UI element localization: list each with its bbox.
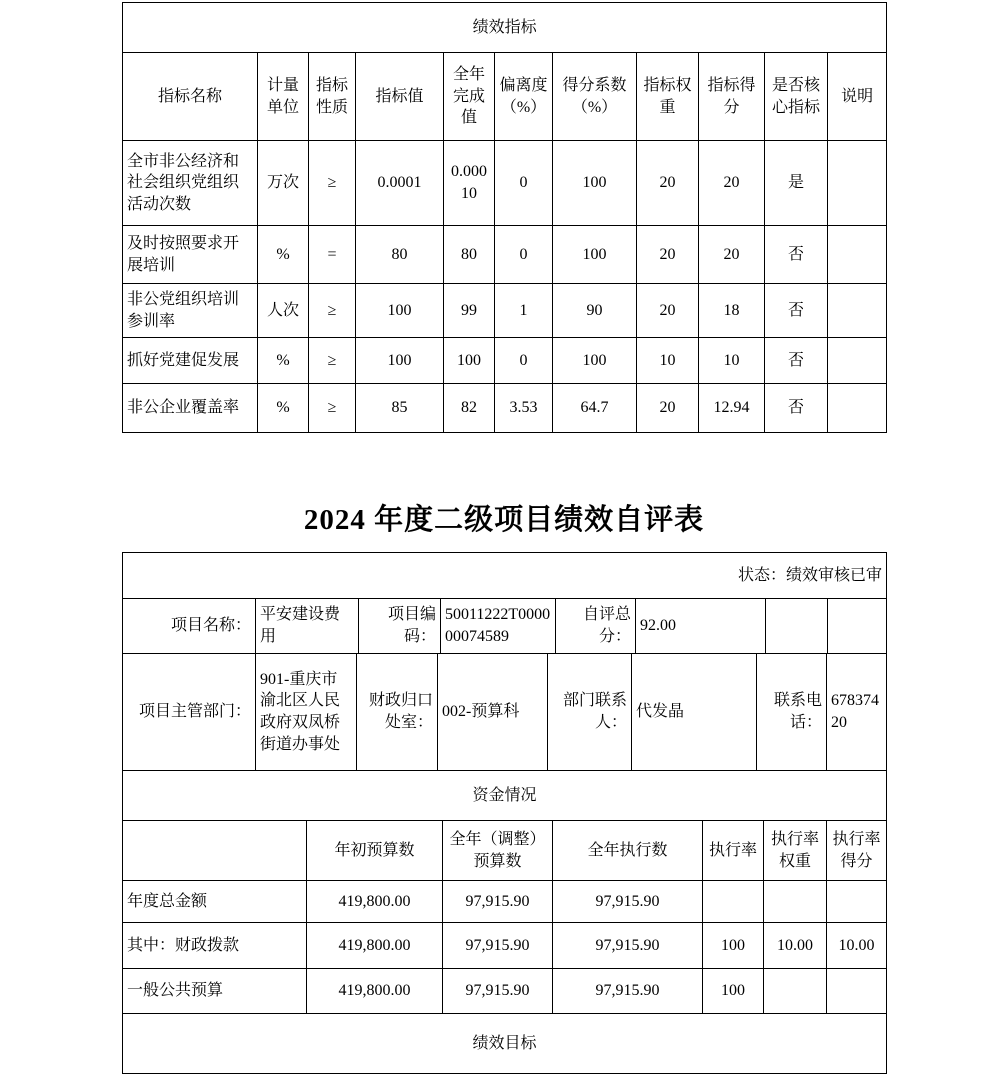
status-text: 状态：绩效审核已审 bbox=[123, 553, 887, 599]
funding-section-title: 资金情况 bbox=[123, 771, 887, 821]
field-label: 项目名称： bbox=[123, 599, 256, 654]
cell: 100 bbox=[553, 338, 637, 384]
table-row bbox=[123, 599, 887, 654]
table-row bbox=[123, 654, 887, 771]
cell: 12.94 bbox=[699, 384, 765, 433]
cell: 20 bbox=[699, 141, 765, 226]
table-row bbox=[123, 969, 887, 1014]
column-header: 计量单位 bbox=[258, 53, 309, 141]
cell: 20 bbox=[637, 141, 699, 226]
cell bbox=[828, 141, 887, 226]
cell bbox=[764, 969, 827, 1014]
column-header: 得分系数（%） bbox=[553, 53, 637, 141]
row-label: 一般公共预算 bbox=[123, 969, 307, 1014]
cell: 90 bbox=[553, 284, 637, 338]
table-row bbox=[123, 226, 887, 284]
performance-indicator-table bbox=[122, 2, 887, 433]
funding-table bbox=[122, 770, 887, 1074]
field-label: 自评总分： bbox=[556, 599, 636, 654]
cell: ≥ bbox=[309, 284, 356, 338]
self-eval-score-value: 92.00 bbox=[636, 599, 766, 654]
cell: 人次 bbox=[258, 284, 309, 338]
cell: 100 bbox=[356, 338, 444, 384]
indicator-section-title: 绩效指标 bbox=[123, 3, 887, 53]
cell: 否 bbox=[765, 384, 828, 433]
cell: 64.7 bbox=[553, 384, 637, 433]
cell: 10 bbox=[637, 338, 699, 384]
cell: 20 bbox=[637, 384, 699, 433]
cell: 20 bbox=[637, 226, 699, 284]
cell: 85 bbox=[356, 384, 444, 433]
table-row bbox=[123, 338, 887, 384]
cell bbox=[828, 338, 887, 384]
column-header bbox=[123, 821, 307, 881]
indicator-header-row bbox=[123, 53, 887, 141]
cell: 97,915.90 bbox=[553, 923, 703, 969]
column-header: 是否核心指标 bbox=[765, 53, 828, 141]
table-row bbox=[123, 141, 887, 226]
cell: 97,915.90 bbox=[443, 923, 553, 969]
column-header: 全年（调整）预算数 bbox=[443, 821, 553, 881]
column-header: 说明 bbox=[828, 53, 887, 141]
cell bbox=[828, 284, 887, 338]
indicator-name: 非公企业覆盖率 bbox=[123, 384, 258, 433]
self-eval-dept-table bbox=[122, 653, 887, 771]
column-header: 指标权重 bbox=[637, 53, 699, 141]
column-header: 指标性质 bbox=[309, 53, 356, 141]
project-code-value: 50011222T000000074589 bbox=[441, 599, 556, 654]
cell: 97,915.90 bbox=[443, 881, 553, 923]
cell: 80 bbox=[356, 226, 444, 284]
table-row bbox=[123, 881, 887, 923]
cell: 0.0001 bbox=[356, 141, 444, 226]
cell bbox=[764, 881, 827, 923]
cell: 97,915.90 bbox=[553, 881, 703, 923]
document-page bbox=[122, 0, 886, 1074]
cell: 1 bbox=[495, 284, 553, 338]
cell: 100 bbox=[703, 923, 764, 969]
column-header: 全年完成值 bbox=[444, 53, 495, 141]
column-header: 指标名称 bbox=[123, 53, 258, 141]
cell: 419,800.00 bbox=[307, 923, 443, 969]
cell: 97,915.90 bbox=[553, 969, 703, 1014]
cell: ≥ bbox=[309, 384, 356, 433]
self-eval-info-table bbox=[122, 552, 887, 654]
cell: % bbox=[258, 226, 309, 284]
cell: 0 bbox=[495, 338, 553, 384]
cell: 100 bbox=[444, 338, 495, 384]
column-header: 年初预算数 bbox=[307, 821, 443, 881]
cell: 万次 bbox=[258, 141, 309, 226]
column-header: 指标得分 bbox=[699, 53, 765, 141]
field-label: 项目主管部门： bbox=[123, 654, 256, 771]
row-label: 年度总金额 bbox=[123, 881, 307, 923]
table-row bbox=[123, 923, 887, 969]
cell: ≥ bbox=[309, 141, 356, 226]
finance-office-value: 002-预算科 bbox=[438, 654, 548, 771]
cell: 20 bbox=[637, 284, 699, 338]
cell: % bbox=[258, 338, 309, 384]
cell: 82 bbox=[444, 384, 495, 433]
cell: 否 bbox=[765, 338, 828, 384]
cell bbox=[827, 881, 887, 923]
column-header: 执行率 bbox=[703, 821, 764, 881]
table-row bbox=[123, 384, 887, 433]
goal-section-title: 绩效目标 bbox=[123, 1014, 887, 1074]
column-header: 执行率得分 bbox=[827, 821, 887, 881]
cell: 18 bbox=[699, 284, 765, 338]
cell: 97,915.90 bbox=[443, 969, 553, 1014]
phone-value: 67837420 bbox=[827, 654, 887, 771]
cell: = bbox=[309, 226, 356, 284]
cell: 99 bbox=[444, 284, 495, 338]
cell: 否 bbox=[765, 284, 828, 338]
table-row bbox=[123, 284, 887, 338]
cell: 0 bbox=[495, 226, 553, 284]
cell: 100 bbox=[553, 226, 637, 284]
cell bbox=[703, 881, 764, 923]
cell: 是 bbox=[765, 141, 828, 226]
field-label: 联系电话： bbox=[757, 654, 827, 771]
contact-person-value: 代发晶 bbox=[632, 654, 757, 771]
indicator-name: 抓好党建促发展 bbox=[123, 338, 258, 384]
cell: ≥ bbox=[309, 338, 356, 384]
column-header: 偏离度（%） bbox=[495, 53, 553, 141]
cell: 10.00 bbox=[764, 923, 827, 969]
field-label: 项目编码： bbox=[359, 599, 441, 654]
indicator-name: 及时按照要求开展培训 bbox=[123, 226, 258, 284]
cell: 100 bbox=[356, 284, 444, 338]
cell: 0 bbox=[495, 141, 553, 226]
indicator-name: 全市非公经济和社会组织党组织活动次数 bbox=[123, 141, 258, 226]
cell: 否 bbox=[765, 226, 828, 284]
column-header: 全年执行数 bbox=[553, 821, 703, 881]
dept-value: 901-重庆市渝北区人民政府双凤桥街道办事处 bbox=[256, 654, 357, 771]
row-label: 其中：财政拨款 bbox=[123, 923, 307, 969]
indicator-name: 非公党组织培训参训率 bbox=[123, 284, 258, 338]
cell: 80 bbox=[444, 226, 495, 284]
page-title: 2024 年度二级项目绩效自评表 bbox=[303, 504, 705, 536]
cell bbox=[828, 384, 887, 433]
field-label: 部门联系人： bbox=[548, 654, 632, 771]
project-name-value: 平安建设费用 bbox=[256, 599, 359, 654]
cell: 100 bbox=[553, 141, 637, 226]
cell: % bbox=[258, 384, 309, 433]
cell: 100 bbox=[703, 969, 764, 1014]
funding-header-row bbox=[123, 821, 887, 881]
column-header: 执行率权重 bbox=[764, 821, 827, 881]
cell: 10 bbox=[699, 338, 765, 384]
cell bbox=[766, 599, 828, 654]
cell: 419,800.00 bbox=[307, 881, 443, 923]
column-header: 指标值 bbox=[356, 53, 444, 141]
cell: 20 bbox=[699, 226, 765, 284]
field-label: 财政归口处室： bbox=[357, 654, 438, 771]
cell: 419,800.00 bbox=[307, 969, 443, 1014]
cell: 0.00010 bbox=[444, 141, 495, 226]
cell: 10.00 bbox=[827, 923, 887, 969]
cell bbox=[828, 599, 887, 654]
cell bbox=[828, 226, 887, 284]
cell bbox=[827, 969, 887, 1014]
cell: 3.53 bbox=[495, 384, 553, 433]
